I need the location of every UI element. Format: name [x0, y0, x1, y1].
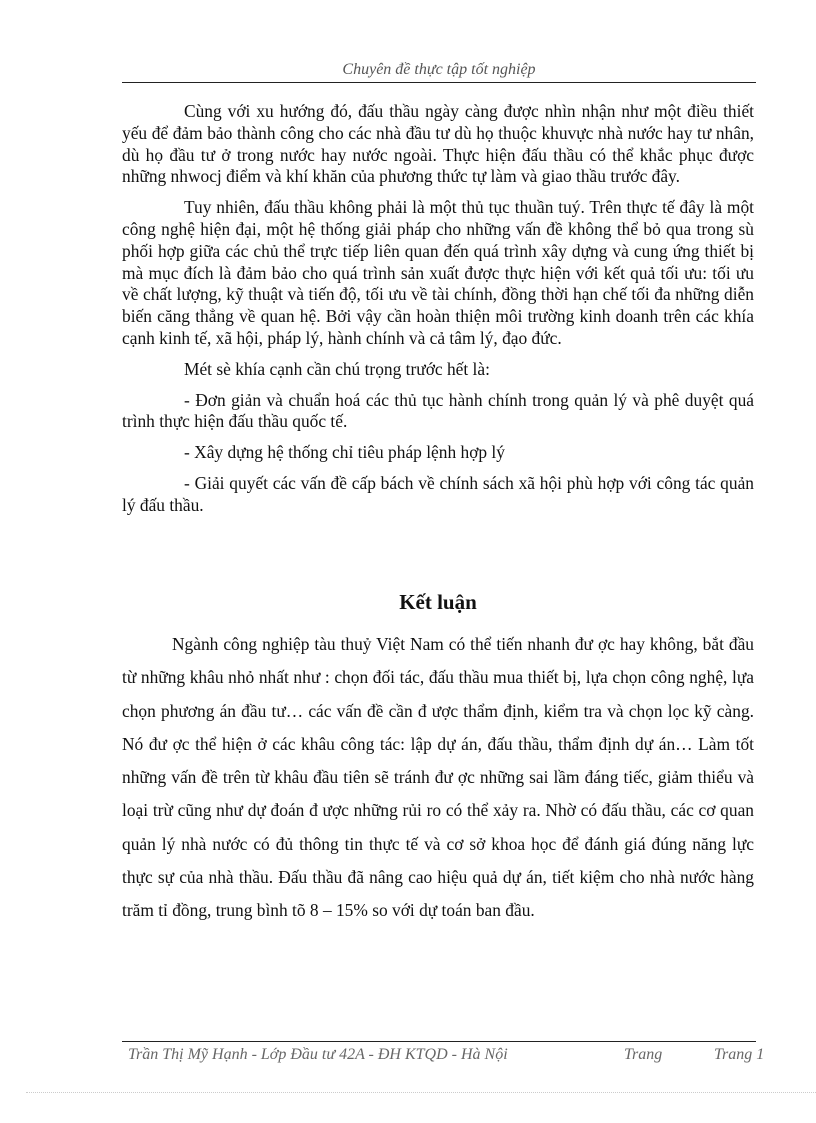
page-bottom-dotted-line	[26, 1092, 816, 1093]
footer-page-label: Trang	[624, 1046, 663, 1063]
footer-page-number: Trang 1	[714, 1046, 765, 1063]
section-title: Kết luận	[399, 590, 477, 614]
footer-author: Trần Thị Mỹ Hạnh - Lớp Đầu tư 42A - ĐH KTQD - Hà Nội	[128, 1046, 508, 1063]
list-item: - Đơn giản và chuẩn hoá các thủ tục hành chính trong quản lý và phê duyệt quá trình thực hiện đấu thầu quốc tế.	[122, 389, 754, 432]
paragraph: Mét sè khía cạnh cần chú trọng trước hết là:	[184, 358, 490, 379]
list-item: - Giải quyết các vấn đề cấp bách về chính sách xã hội phù hợp với công tác quản lý đấu thầu.	[122, 472, 754, 515]
list-item: - Xây dựng hệ thống chỉ tiêu pháp lệnh hợp lý	[184, 442, 505, 463]
paragraph: Cùng với xu hướng đó, đấu thầu ngày càng được nhìn nhận như một điều thiết yếu để đảm bảo thành công cho các nhà đầu tư dù họ thuộc khuvực nhà nước hay tư nhân, dù họ đầu tư ở trong nước hay nước ngoài. Thực hiện đấu thầu có thể khắc phục được những nhwocj điểm và khí khăn của phương thức tự làm và giao thầu trước đây.	[122, 101, 754, 187]
header-title: Chuyên đề thực tập tốt nghiệp	[342, 61, 536, 78]
body-text	[122, 101, 754, 526]
paragraph: Tuy nhiên, đấu thầu không phải là một thủ tục thuần tuý. Trên thực tế đây là một công nghệ hiện đại, một hệ thống giải pháp cho những vấn đề không thể bỏ qua trong sù phối hợp giữa các chủ thể trực tiếp liên quan đến quá trình xây dựng và cung ứng thiết bị mà mục đích là đảm bảo cho quá trình sản xuất được thực hiện với kết quả tối ưu: tối ưu về chất lượng, kỹ thuật và tiến độ, tối ưu về tài chính, đồng thời hạn chế tối đa những diễn biến căng thẳng về quan hệ. Bởi vậy cần hoàn thiện môi trường kinh doanh trên các khía cạnh kinh tế, xã hội, pháp lý, hành chính và cả tâm lý, đạo đức.	[122, 197, 754, 348]
page-header	[122, 60, 756, 83]
footer-divider	[122, 1041, 756, 1042]
conclusion-paragraph: Ngành công nghiệp tàu thuỷ Việt Nam có thể tiến nhanh đư ợc hay không, bắt đầu từ những khâu nhỏ nhất như : chọn đối tác, đấu thầu mua thiết bị, lựa chọn công nghệ, lựa chọn phương án đầu tư… các vấn đề cần đ ược thẩm định, kiểm tra và chọn lọc kỹ càng. Nó đư ợc thể hiện ở các khâu công tác: lập dự án, đấu thầu, thẩm định dự án… Làm tốt những vấn đề trên từ khâu đầu tiên sẽ tránh đư ợc những sai lầm đáng tiếc, giảm thiểu và loại trừ cũng như dự đoán đ ược những rủi ro có thể xảy ra. Nhờ có đấu thầu, các cơ quan quản lý nhà nước có đủ thông tin thực tế và cơ sở khoa học để đánh giá đúng năng lực thực sự của nhà thầu. Đấu thầu đã nâng cao hiệu quả dự án, tiết kiệm cho nhà nước hàng trăm tỉ đồng, trung bình tõ 8 – 15% so với dự toán ban đầu.	[122, 634, 754, 921]
